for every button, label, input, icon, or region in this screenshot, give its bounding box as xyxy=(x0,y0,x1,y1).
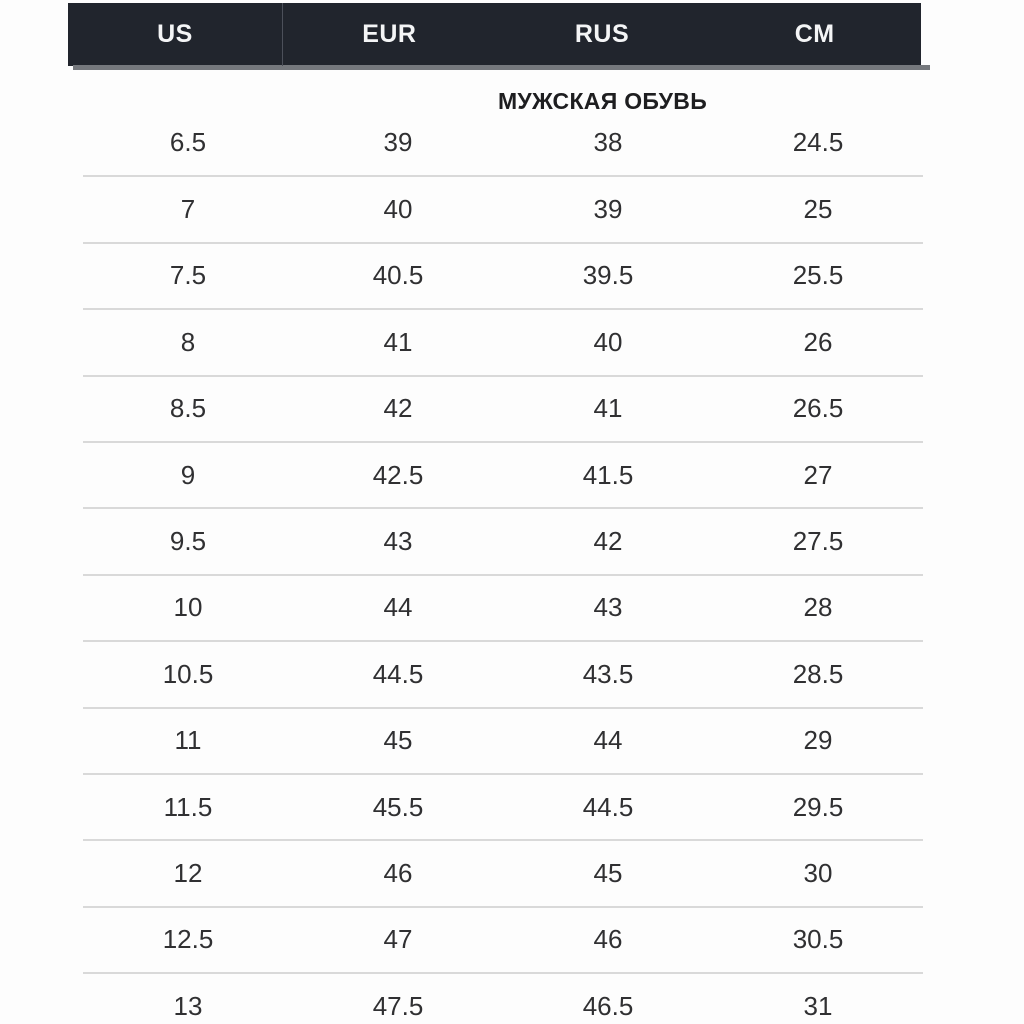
cell-eur: 40 xyxy=(383,194,413,225)
cell-eur: 42.5 xyxy=(372,459,424,490)
cell-us: 6.5 xyxy=(169,126,207,157)
column-header-rus: RUS xyxy=(574,20,630,48)
size-table xyxy=(83,109,923,1024)
cell-us: 12.5 xyxy=(162,924,214,955)
table-row xyxy=(83,507,923,573)
cell-us: 12 xyxy=(173,857,203,888)
cell-cm: 27.5 xyxy=(792,526,844,557)
cell-rus: 41.5 xyxy=(582,459,634,490)
cell-eur: 45.5 xyxy=(372,791,424,822)
cell-cm: 24.5 xyxy=(792,126,844,157)
table-row xyxy=(83,441,923,507)
cell-eur: 47.5 xyxy=(372,990,424,1021)
cell-cm: 28.5 xyxy=(792,658,844,689)
cell-eur: 44 xyxy=(383,592,413,623)
cell-eur: 41 xyxy=(383,326,413,357)
cell-us: 8 xyxy=(180,326,196,357)
cell-cm: 29.5 xyxy=(792,791,844,822)
table-row xyxy=(83,242,923,308)
table-row xyxy=(83,839,923,905)
cell-rus: 42 xyxy=(593,526,623,557)
cell-rus: 46 xyxy=(593,924,623,955)
table-row xyxy=(83,109,923,175)
cell-eur: 39 xyxy=(383,126,413,157)
cell-eur: 45 xyxy=(383,725,413,756)
cell-cm: 28 xyxy=(803,592,833,623)
cell-rus: 39.5 xyxy=(582,260,634,291)
cell-us: 13 xyxy=(173,990,203,1021)
cell-rus: 40 xyxy=(593,326,623,357)
cell-us: 11 xyxy=(174,725,202,756)
table-row xyxy=(83,574,923,640)
cell-eur: 40.5 xyxy=(372,260,424,291)
cell-cm: 30.5 xyxy=(792,924,844,955)
column-header-us: US xyxy=(68,3,283,66)
cell-us: 7 xyxy=(180,194,196,225)
column-header-eur: EUR xyxy=(362,20,417,48)
cell-cm: 25.5 xyxy=(792,260,844,291)
cell-us: 8.5 xyxy=(169,393,207,424)
column-header-cm: CM xyxy=(794,20,835,48)
cell-eur: 42 xyxy=(383,393,413,424)
cell-eur: 46 xyxy=(383,857,413,888)
cell-eur: 47 xyxy=(383,924,413,955)
cell-eur: 44.5 xyxy=(372,658,424,689)
cell-us: 11.5 xyxy=(163,791,213,822)
cell-rus: 46.5 xyxy=(582,990,634,1021)
cell-us: 7.5 xyxy=(169,260,207,291)
cell-rus: 44.5 xyxy=(582,791,634,822)
cell-cm: 25 xyxy=(803,194,833,225)
table-row xyxy=(83,175,923,241)
cell-us: 9 xyxy=(180,459,196,490)
cell-us: 10.5 xyxy=(162,658,214,689)
table-row xyxy=(83,640,923,706)
cell-rus: 39 xyxy=(593,194,623,225)
cell-cm: 26.5 xyxy=(792,393,844,424)
cell-cm: 27 xyxy=(803,459,833,490)
cell-rus: 43 xyxy=(593,592,623,623)
table-row xyxy=(83,906,923,972)
cell-eur: 43 xyxy=(383,526,413,557)
cell-rus: 44 xyxy=(593,725,623,756)
table-row xyxy=(83,308,923,374)
table-row xyxy=(83,773,923,839)
cell-cm: 30 xyxy=(803,857,833,888)
cell-rus: 43.5 xyxy=(582,658,634,689)
table-row xyxy=(83,375,923,441)
cell-rus: 41 xyxy=(593,393,623,424)
cell-cm: 29 xyxy=(803,725,833,756)
cell-us: 9.5 xyxy=(169,526,207,557)
cell-us: 10 xyxy=(173,592,203,623)
cell-rus: 45 xyxy=(593,857,623,888)
section-title: МУЖСКАЯ ОБУВЬ xyxy=(497,88,708,114)
cell-rus: 38 xyxy=(593,126,623,157)
cell-cm: 31 xyxy=(803,990,833,1021)
table-row xyxy=(83,972,923,1024)
table-row xyxy=(83,707,923,773)
cell-cm: 26 xyxy=(803,326,833,357)
table-header xyxy=(68,3,921,66)
